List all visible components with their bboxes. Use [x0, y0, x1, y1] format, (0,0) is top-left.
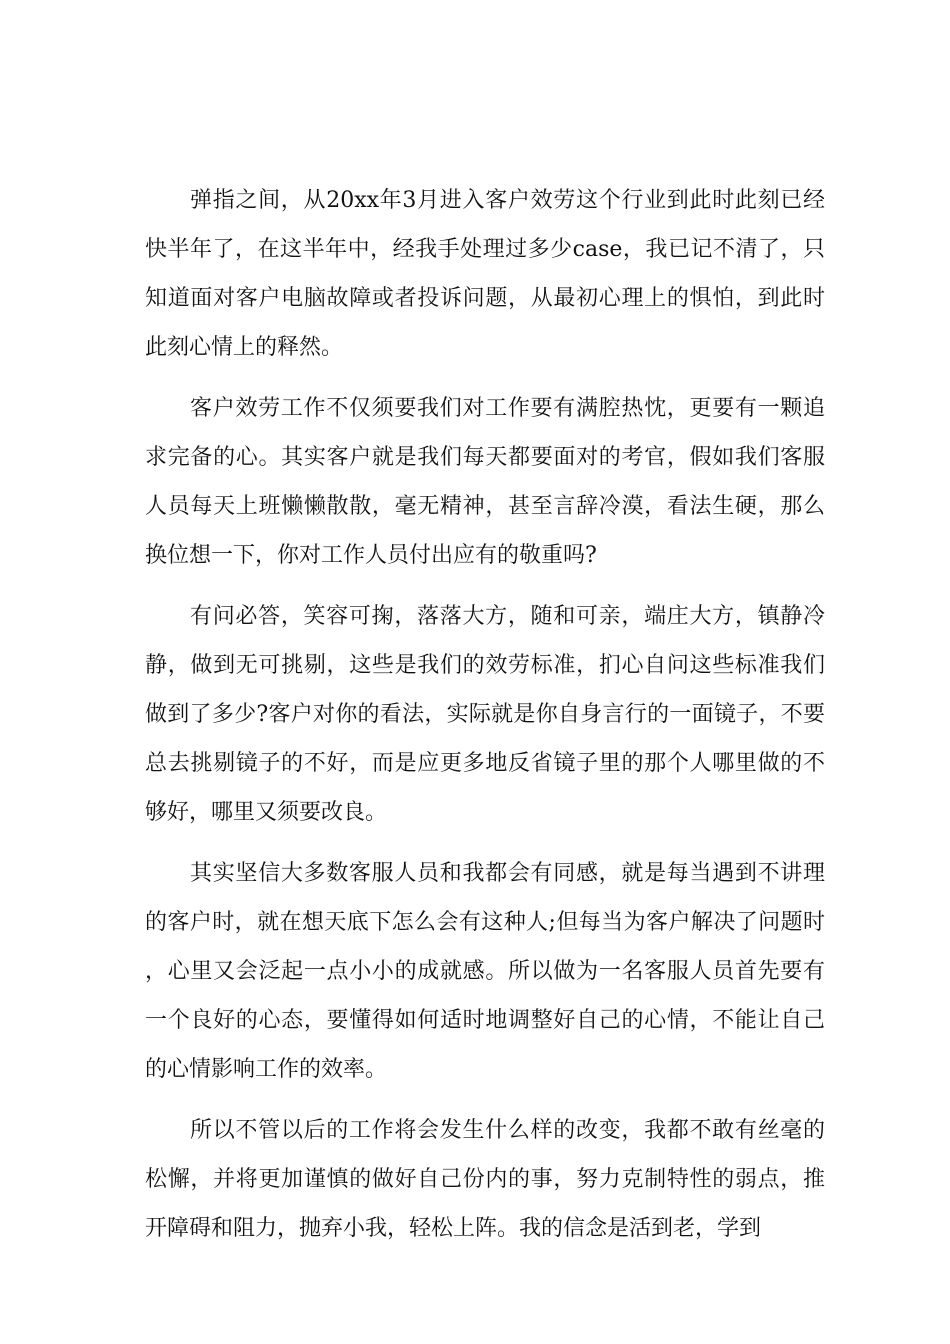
paragraph-4: 其实坚信大多数客服人员和我都会有同感，就是每当遇到不讲理的客户时，就在想天底下怎么会有这种人;但每当为客户解决了问题时，心里又会泛起一点小小的成就感。所以做为一名客服人员首先要有一个良好的心态，要懂得如何适时地调整好自己的心情，不能让自己的心情影响工作的效率。 — [145, 861, 825, 1082]
paragraph-2: 客户效劳工作不仅须要我们对工作要有满腔热忱，更要有一颗追求完备的心。其实客户就是我们每天都要面对的考官，假如我们客服人员每天上班懒懒散散，毫无精神，甚至言辞冷漠，看法生硬，那么换位想一下，你对工作人员付出应有的敬重吗? — [145, 396, 825, 568]
paragraph-1: 弹指之间，从20xx年3月进入客户效劳这个行业到此时此刻已经快半年了，在这半年中，经我手处理过多少case，我已记不清了，只知道面对客户电脑故障或者投诉问题，从最初心理上的惧怕，到此时此刻心情上的释然。 — [145, 188, 825, 360]
paragraph-5: 所以不管以后的工作将会发生什么样的改变，我都不敢有丝毫的松懈，并将更加谨慎的做好自己份内的事，努力克制特性的弱点，推开障碍和阻力，抛弃小我，轻松上阵。我的信念是活到老，学到 — [145, 1118, 825, 1241]
document-body — [145, 176, 825, 1265]
paragraph-3: 有问必答，笑容可掬，落落大方，随和可亲，端庄大方，镇静冷静，做到无可挑剔，这些是我们的效劳标准，扪心自问这些标准我们做到了多少?客户对你的看法，实际就是你自身言行的一面镜子，不要总去挑剔镜子的不好，而是应更多地反省镜子里的那个人哪里做的不够好，哪里又须要改良。 — [145, 604, 825, 825]
